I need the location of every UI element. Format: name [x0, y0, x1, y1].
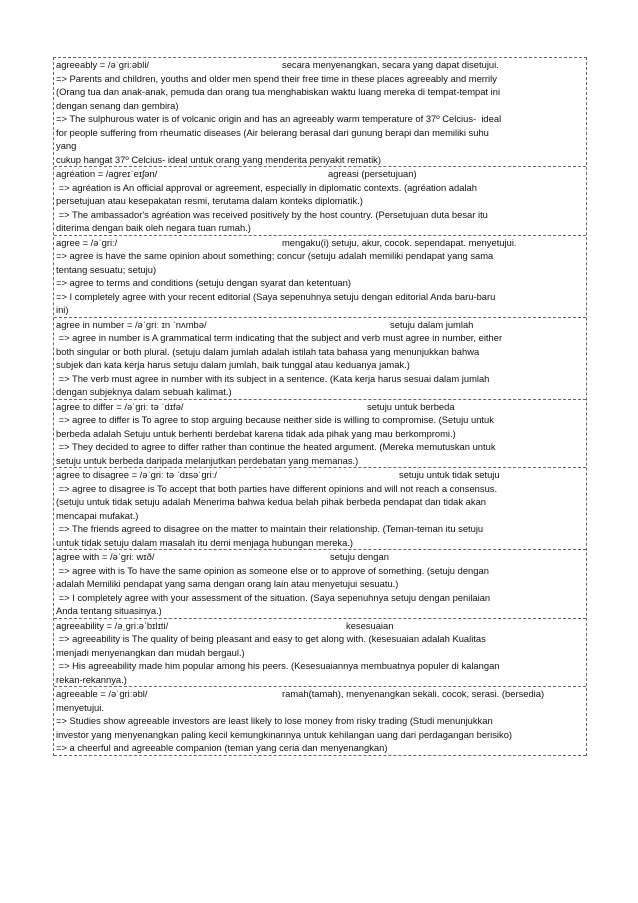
- entry-text-line: menjadi menyenangkan dan mudah bergaul.): [56, 646, 245, 658]
- entry-headword: agreeably = /əˈɡriːəbli/: [56, 59, 150, 70]
- entry-headword-line: [56, 318, 584, 332]
- dictionary-entry: [54, 619, 586, 688]
- entry-text-line: => agree with is To have the same opinion as someone else or to approve of something. (setuju dengan: [56, 564, 489, 576]
- entry-text-line: setuju untuk berbeda daripada melanjutkan perdebatan yang memanas.): [56, 454, 359, 466]
- entry-text-line: dengan senang dan gembira): [56, 99, 179, 111]
- entry-text-line: => agree to terms and conditions (setuju dengan syarat dan ketentuan): [56, 277, 351, 288]
- entry-text-line: => I completely agree with your assessment of the situation. (Saya sepenuhnya setuju dengan penilaian: [56, 591, 491, 603]
- dictionary-entry: [54, 687, 586, 756]
- entry-headword: agree = /əˈɡriː/: [56, 236, 118, 248]
- entry-headword-line: [56, 236, 584, 250]
- entry-headword-line: [56, 619, 584, 633]
- entry-text-line: => agree is have the same opinion about something; concur (setuju adalah memiliki pendapat yang sama: [56, 250, 494, 261]
- entry-text-line: berbeda adalah Setuju untuk berhenti berdebat karena tidak ada pihak yang mau berkompromi.): [56, 427, 456, 439]
- entry-headword: agree with = /əˈɡriː wɪð/: [56, 551, 155, 562]
- entry-text-line: yang: [56, 140, 77, 151]
- entry-text-line: => His agreeability made him popular among his peers. (Kesesuaiannya membuatnya populer di kalangan: [56, 660, 500, 671]
- entry-headword: agree to differ = /əˈɡriː tə ˈdɪfə/: [56, 400, 184, 412]
- entry-text-line: (setuju untuk tidak setuju adalah Menerima bahwa kedua belah pihak berbeda pendapat dan tidak akan: [56, 496, 486, 507]
- entry-headword: agréation = /agreɪˈeɪʃən/: [56, 168, 158, 179]
- entry-text-line: mencapai mufakat.): [56, 509, 139, 521]
- entry-text-line: => agree in number is A grammatical term indicating that the subject and verb must agree in number, either: [56, 332, 503, 343]
- entry-headword: agree to disagree = /əˈɡriː tə ˈdɪsəˈɡriː/: [56, 469, 217, 480]
- entry-text-line: rekan-rekannya.): [56, 673, 127, 685]
- entry-text-line: diterima dengan baik oleh negara tuan rumah.): [56, 222, 251, 233]
- entry-text-line: => The sulphurous water is of volcanic origin and has an agreeably warm temperature of 37º Celcius- ideal: [56, 113, 502, 124]
- entry-text-line: => agree to disagree is To accept that both parties have different opinions and will not reach a consensus.: [56, 482, 498, 494]
- entry-text-line: Anda tentang situasinya.): [56, 605, 162, 616]
- entry-headword-line: [56, 468, 584, 482]
- dictionary-entry: [54, 58, 586, 167]
- entry-text-line: => The verb must agree in number with its subject in a sentence. (Kata kerja harus sesuai dalam jumlah: [56, 372, 490, 384]
- entry-headword: agreeable = /əˈɡriːəbl/: [56, 688, 148, 699]
- entry-text-line: persetujuan atau kesepakatan resmi, terutama dalam konteks diplomatik.): [56, 195, 363, 206]
- entry-text-line: untuk tidak setuju dalam masalah itu demi menjaga hubungan mereka.): [56, 536, 354, 548]
- entry-headword: agree in number = /əˈɡriː ɪn ˈnʌmbə/: [56, 318, 207, 330]
- entry-text-line: tentang sesuatu; setuju): [56, 263, 157, 275]
- entry-translation: setuju untuk tidak setuju: [399, 469, 500, 480]
- entry-text-line: => agreeability is The quality of being pleasant and easy to get along with. (kesesuaian adalah Kualitas: [56, 633, 486, 644]
- entry-translation: setuju untuk berbeda: [367, 400, 455, 412]
- entry-text-line: => I completely agree with your recent editorial (Saya sepenuhnya setuju dengan editorial Anda baru-baru: [56, 290, 496, 302]
- entry-text-line: for people suffering from rheumatic diseases (Air belerang berasal dari gunung berapi dan memiliki suhu: [56, 126, 489, 138]
- entry-translation: ramah(tamah), menyenangkan sekali. cocok, serasi. (bersedia): [282, 688, 545, 699]
- entry-text-line: => agree to differ is To agree to stop arguing because neither side is willing to compromise. (Setuju untuk: [56, 414, 494, 425]
- entry-translation: agreasi (persetujuan): [328, 168, 417, 179]
- entry-text-line: => Parents and children, youths and older men spend their free time in these places agreeably and merrily: [56, 72, 497, 84]
- entry-text-line: dengan subjeknya dalam sebuah kalimat.): [56, 386, 232, 397]
- dictionary-entry: [54, 468, 586, 550]
- entry-translation: secara menyenangkan, secara yang dapat disetujui.: [282, 59, 499, 70]
- entry-headword: agreeability = /əˌɡriːəˈbɪlɪti/: [56, 619, 169, 631]
- entry-text-line: menyetujui.: [56, 701, 104, 713]
- entry-text-line: investor yang menyenangkan paling kecil kemungkinannya untuk kehilangan uang dari perdagangan berisiko): [56, 728, 513, 740]
- entry-text-line: => agréation is An official approval or agreement, especially in diplomatic contexts. (agréation adalah: [56, 181, 477, 193]
- entry-headword-line: [56, 400, 584, 414]
- entry-headword-line: [56, 687, 584, 701]
- dictionary-entry: [54, 318, 586, 400]
- entry-text-line: => a cheerful and agreeable companion (teman yang ceria dan menyenangkan): [56, 742, 388, 753]
- dictionary-entry: [54, 400, 586, 469]
- entry-text-line: adalah Memiliki pendapat yang sama dengan orang lain atau menyetujui sesuatu.): [56, 578, 399, 589]
- entry-translation: setuju dalam jumlah: [390, 318, 474, 330]
- entry-text-line: both singular or both plural. (setuju dalam jumlah adalah istilah tata bahasa yang menunjukkan bahwa: [56, 345, 480, 357]
- dictionary-sheet: [53, 57, 587, 756]
- entry-translation: setuju dengan: [330, 551, 389, 562]
- entry-translation: mengaku(i) setuju, akur, cocok. sependapat. menyetujui.: [282, 236, 517, 248]
- entry-headword-line: [56, 58, 584, 72]
- entry-text-line: (Orang tua dan anak-anak, pemuda dan orang tua menghabiskan waktu luang mereka di tempat-tempat ini: [56, 86, 501, 97]
- dictionary-entry: [54, 167, 586, 236]
- dictionary-entry: [54, 550, 586, 619]
- entry-headword-line: [56, 550, 584, 564]
- entry-text-line: => The ambassador's agréation was received positively by the host country. (Persetujuan duta besar itu: [56, 208, 488, 220]
- entry-text-line: ini): [56, 304, 69, 315]
- dictionary-entry: [54, 236, 586, 318]
- entry-text-line: subjek dan kata kerja harus setuju dalam jumlah, baik tunggal atau keduanya jamak.): [56, 359, 410, 370]
- entry-text-line: => They decided to agree to differ rather than continue the heated argument. (Mereka memutuskan untuk: [56, 441, 496, 452]
- entry-text-line: => Studies show agreeable investors are least likely to lose money from risky trading (Studi menunjukkan: [56, 715, 493, 726]
- entry-text-line: cukup hangat 37º Celcius- ideal untuk orang yang menderita penyakit rematik): [56, 153, 381, 165]
- entry-translation: kesesuaian: [346, 619, 394, 631]
- entry-text-line: => The friends agreed to disagree on the matter to maintain their relationship. (Teman-teman itu setuju: [56, 523, 484, 534]
- entry-headword-line: [56, 167, 584, 181]
